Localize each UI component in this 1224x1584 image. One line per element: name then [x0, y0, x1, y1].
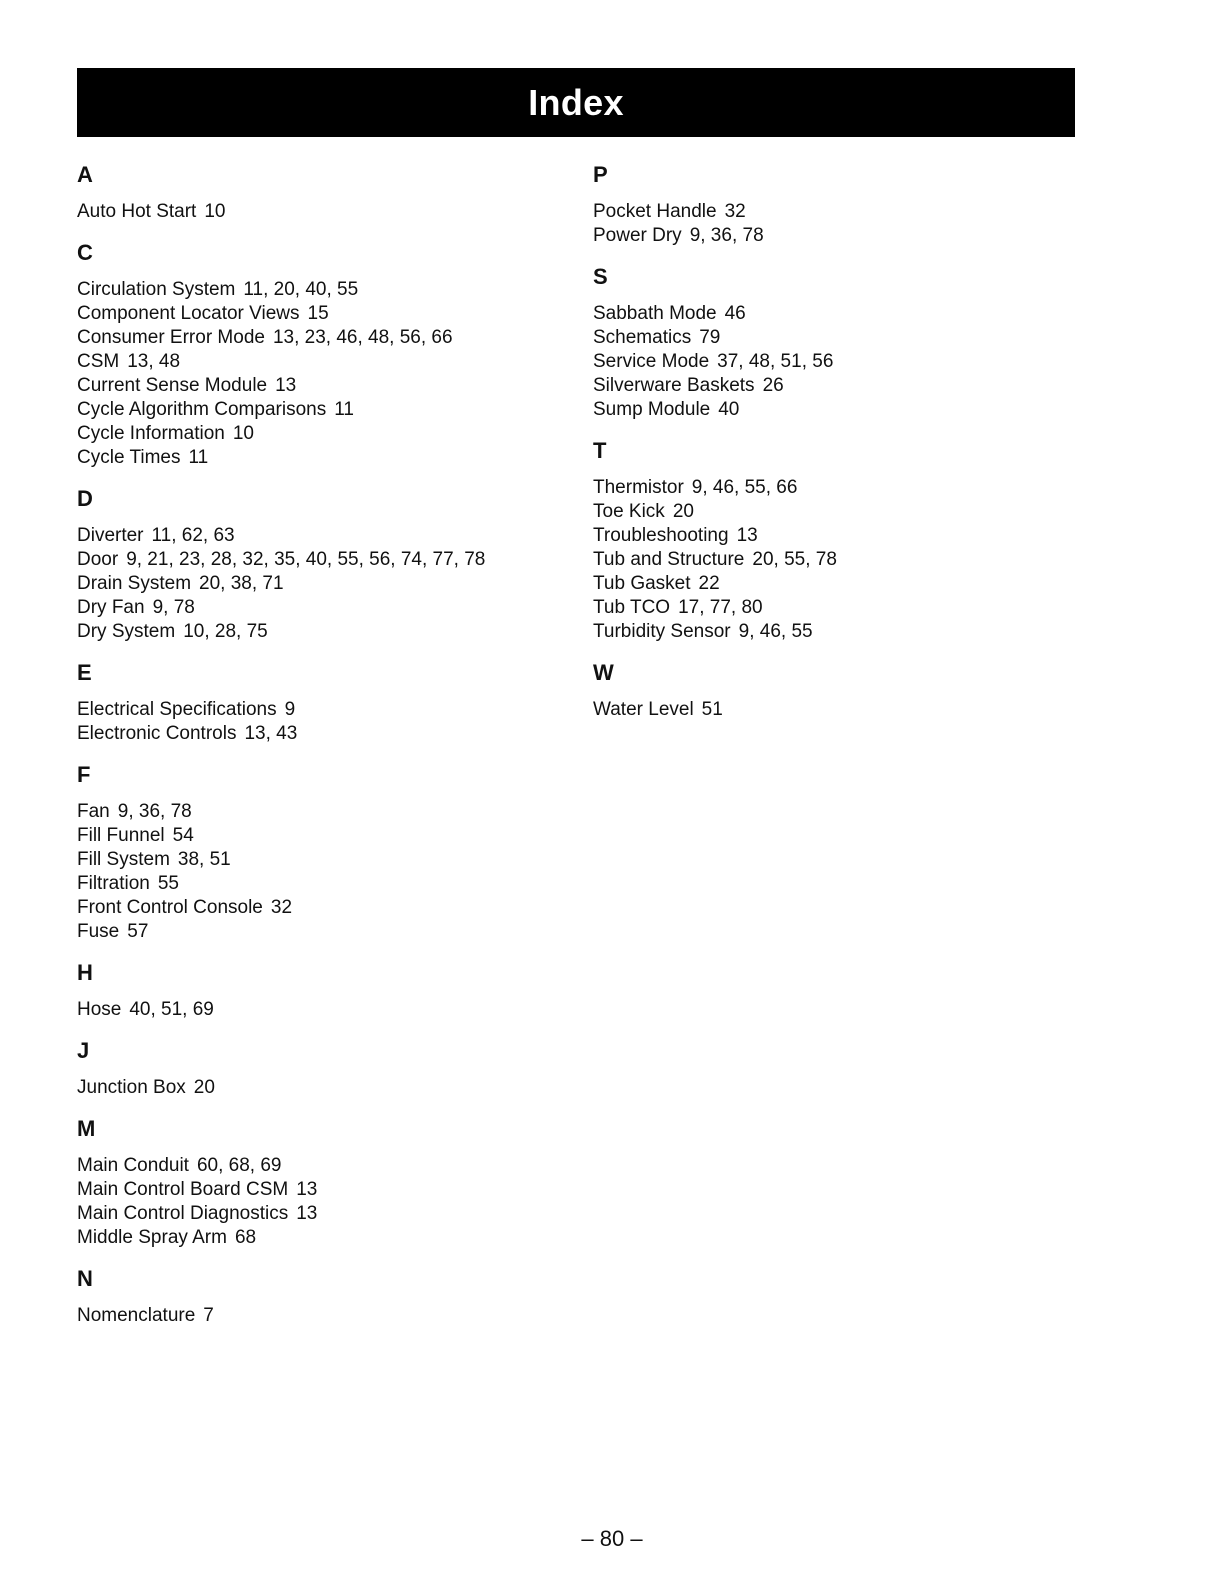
index-entry	[77, 302, 557, 326]
index-entry	[77, 1154, 557, 1178]
index-term: Dry System	[77, 621, 176, 642]
index-entry	[77, 872, 557, 896]
index-entry	[77, 1226, 557, 1250]
index-term: Fuse	[77, 921, 120, 942]
index-page-refs: 9, 36, 78	[117, 801, 192, 822]
index-entry	[593, 476, 1073, 500]
index-page-refs: 51	[701, 699, 723, 720]
index-term: Cycle Algorithm Comparisons	[77, 399, 327, 420]
index-term: Schematics	[593, 327, 692, 348]
section-letter: D	[77, 486, 93, 511]
section-letter: W	[593, 660, 614, 685]
index-entry	[593, 302, 1073, 326]
index-page-refs: 32	[270, 897, 293, 918]
index-entry	[77, 824, 557, 848]
index-entry	[593, 698, 1073, 722]
index-entry	[77, 722, 557, 746]
section-letter: J	[77, 1038, 90, 1063]
index-page-refs: 37, 48, 51, 56	[717, 351, 834, 372]
section-letter: H	[77, 960, 93, 985]
index-term: Electronic Controls	[77, 723, 237, 744]
index-section-a	[77, 160, 557, 224]
index-page-refs: 11	[334, 399, 354, 420]
index-page-refs: 9, 36, 78	[689, 225, 764, 246]
index-section-d	[77, 484, 557, 644]
index-term: Tub and Structure	[593, 549, 745, 570]
index-term: Electrical Specifications	[77, 699, 277, 720]
index-term: Dry Fan	[77, 597, 145, 618]
index-section-m	[77, 1114, 557, 1250]
index-entry	[593, 572, 1073, 596]
index-page-refs: 20, 55, 78	[752, 549, 837, 570]
index-page-refs: 11, 20, 40, 55	[243, 279, 359, 300]
index-entry-list	[77, 1304, 557, 1328]
section-letter: E	[77, 660, 92, 685]
index-column-left	[77, 160, 557, 1342]
index-term: Sabbath Mode	[593, 303, 717, 324]
index-page-refs: 40	[718, 399, 740, 420]
index-page-refs: 60, 68, 69	[196, 1155, 282, 1176]
index-entry	[77, 422, 557, 446]
index-entry	[77, 548, 557, 572]
index-term: Component Locator Views	[77, 303, 300, 324]
index-section-e	[77, 658, 557, 746]
index-term: Junction Box	[77, 1077, 186, 1098]
index-entry	[77, 326, 557, 350]
index-term: Front Control Console	[77, 897, 263, 918]
index-page-refs: 9	[284, 699, 296, 720]
index-term: Fill System	[77, 849, 170, 870]
index-entry	[593, 224, 1073, 248]
index-page-refs: 57	[127, 921, 149, 942]
index-page-refs: 9, 46, 55	[738, 621, 813, 642]
index-section-f	[77, 760, 557, 944]
index-page-refs: 20, 38, 71	[199, 573, 284, 594]
index-entry	[77, 200, 557, 224]
index-page-refs: 11, 62, 63	[151, 525, 235, 546]
index-entry-list	[77, 200, 557, 224]
index-page-refs: 79	[699, 327, 721, 348]
index-section-c	[77, 238, 557, 470]
index-term: Power Dry	[593, 225, 682, 246]
index-entry-list	[77, 1076, 557, 1100]
index-entry	[77, 374, 557, 398]
index-section-h	[77, 958, 557, 1022]
index-term: Main Conduit	[77, 1155, 189, 1176]
index-entry	[77, 620, 557, 644]
index-page-refs: 32	[724, 201, 746, 222]
index-entry	[77, 698, 557, 722]
index-page-refs: 9, 78	[152, 597, 195, 618]
section-letter: T	[593, 438, 607, 463]
index-section-n	[77, 1264, 557, 1328]
section-letter: M	[77, 1116, 96, 1141]
index-term: Cycle Information	[77, 423, 225, 444]
page-title: Index	[528, 81, 624, 123]
index-term: Auto Hot Start	[77, 201, 197, 222]
index-page-refs: 10, 28, 75	[183, 621, 268, 642]
index-entry	[593, 374, 1073, 398]
index-entry	[77, 998, 557, 1022]
index-page-refs: 68	[234, 1227, 257, 1248]
index-page-refs: 20	[672, 501, 694, 522]
index-page-refs: 13	[736, 525, 758, 546]
index-term: Current Sense Module	[77, 375, 268, 396]
index-term: Sump Module	[593, 399, 711, 420]
index-page-refs: 9, 21, 23, 28, 32, 35, 40, 55, 56, 74, 77, 78	[126, 549, 486, 570]
section-letter: A	[77, 162, 93, 187]
index-page-refs: 40, 51, 69	[129, 999, 214, 1020]
index-term: Fill Funnel	[77, 825, 165, 846]
index-entry	[77, 1304, 557, 1328]
index-term: CSM	[77, 351, 120, 372]
index-entry	[593, 548, 1073, 572]
index-section-j	[77, 1036, 557, 1100]
index-entry	[593, 398, 1073, 422]
index-entry	[77, 446, 557, 470]
index-term: Main Control Board CSM	[77, 1179, 289, 1200]
index-page-refs: 15	[307, 303, 329, 324]
index-entry	[593, 350, 1073, 374]
index-entry-list	[77, 800, 557, 944]
index-entry	[77, 1076, 557, 1100]
index-entry	[77, 350, 557, 374]
index-entry	[77, 1202, 557, 1226]
index-term: Diverter	[77, 525, 144, 546]
index-term: Thermistor	[593, 477, 684, 498]
index-entry	[77, 278, 557, 302]
index-page-refs: 17, 77, 80	[678, 597, 763, 618]
index-entry	[593, 596, 1073, 620]
section-letter: N	[77, 1266, 93, 1291]
index-page-refs: 13, 23, 46, 48, 56, 66	[272, 327, 453, 348]
index-entry-list	[77, 698, 557, 746]
index-entry	[77, 572, 557, 596]
index-term: Water Level	[593, 699, 694, 720]
index-page-refs: 13, 43	[244, 723, 298, 744]
index-term: Toe Kick	[593, 501, 665, 522]
index-term: Troubleshooting	[593, 525, 729, 546]
index-entry-list	[77, 524, 557, 644]
index-entry-list	[593, 200, 1073, 248]
index-term: Door	[77, 549, 119, 570]
index-entry	[77, 800, 557, 824]
index-entry	[77, 896, 557, 920]
index-page-refs: 38, 51	[177, 849, 231, 870]
index-page-refs: 54	[172, 825, 194, 846]
index-term: Tub TCO	[593, 597, 671, 618]
index-entry	[593, 200, 1073, 224]
index-page-refs: 46	[724, 303, 746, 324]
index-section-p	[593, 160, 1073, 248]
index-page-refs: 20	[193, 1077, 215, 1098]
index-page-refs: 26	[762, 375, 784, 396]
index-entry-list	[77, 998, 557, 1022]
index-section-s	[593, 262, 1073, 422]
section-letter: C	[77, 240, 93, 265]
index-entry	[77, 398, 557, 422]
index-page-refs: 13, 48	[127, 351, 181, 372]
index-term: Nomenclature	[77, 1305, 196, 1326]
index-term: Cycle Times	[77, 447, 181, 468]
index-term: Pocket Handle	[593, 201, 717, 222]
index-term: Hose	[77, 999, 122, 1020]
index-entry	[77, 524, 557, 548]
index-page-refs: 13	[296, 1179, 318, 1200]
section-letter: S	[593, 264, 608, 289]
index-term: Fan	[77, 801, 110, 822]
index-section-t	[593, 436, 1073, 644]
index-page-refs: 10	[232, 423, 254, 444]
index-term: Silverware Baskets	[593, 375, 755, 396]
section-letter: P	[593, 162, 608, 187]
index-term: Filtration	[77, 873, 150, 894]
index-entry-list	[593, 698, 1073, 722]
page-number: – 80 –	[581, 1526, 643, 1551]
index-entry-list	[77, 278, 557, 470]
index-page-refs: 13	[296, 1203, 318, 1224]
index-entry-list	[593, 302, 1073, 422]
index-page-refs: 10	[204, 201, 226, 222]
index-entry-list	[77, 1154, 557, 1250]
index-entry	[77, 596, 557, 620]
index-title-bar	[77, 68, 1075, 137]
index-entry	[77, 1178, 557, 1202]
index-entry	[593, 326, 1073, 350]
index-term: Drain System	[77, 573, 192, 594]
index-term: Middle Spray Arm	[77, 1227, 227, 1248]
index-term: Tub Gasket	[593, 573, 691, 594]
index-term: Consumer Error Mode	[77, 327, 265, 348]
index-entry	[593, 500, 1073, 524]
index-term: Service Mode	[593, 351, 710, 372]
index-column-right	[593, 160, 1073, 736]
index-term: Turbidity Sensor	[593, 621, 731, 642]
index-entry	[593, 620, 1073, 644]
index-term: Circulation System	[77, 279, 236, 300]
index-page-refs: 13	[275, 375, 297, 396]
index-section-w	[593, 658, 1073, 722]
index-page-refs: 22	[698, 573, 720, 594]
index-entry	[77, 920, 557, 944]
index-page-refs: 7	[203, 1305, 214, 1326]
index-entry-list	[593, 476, 1073, 644]
index-page-refs: 55	[157, 873, 179, 894]
index-entry	[77, 848, 557, 872]
section-letter: F	[77, 762, 91, 787]
index-entry	[593, 524, 1073, 548]
index-page-refs: 9, 46, 55, 66	[691, 477, 798, 498]
index-term: Main Control Diagnostics	[77, 1203, 289, 1224]
index-page-refs: 11	[188, 447, 209, 468]
